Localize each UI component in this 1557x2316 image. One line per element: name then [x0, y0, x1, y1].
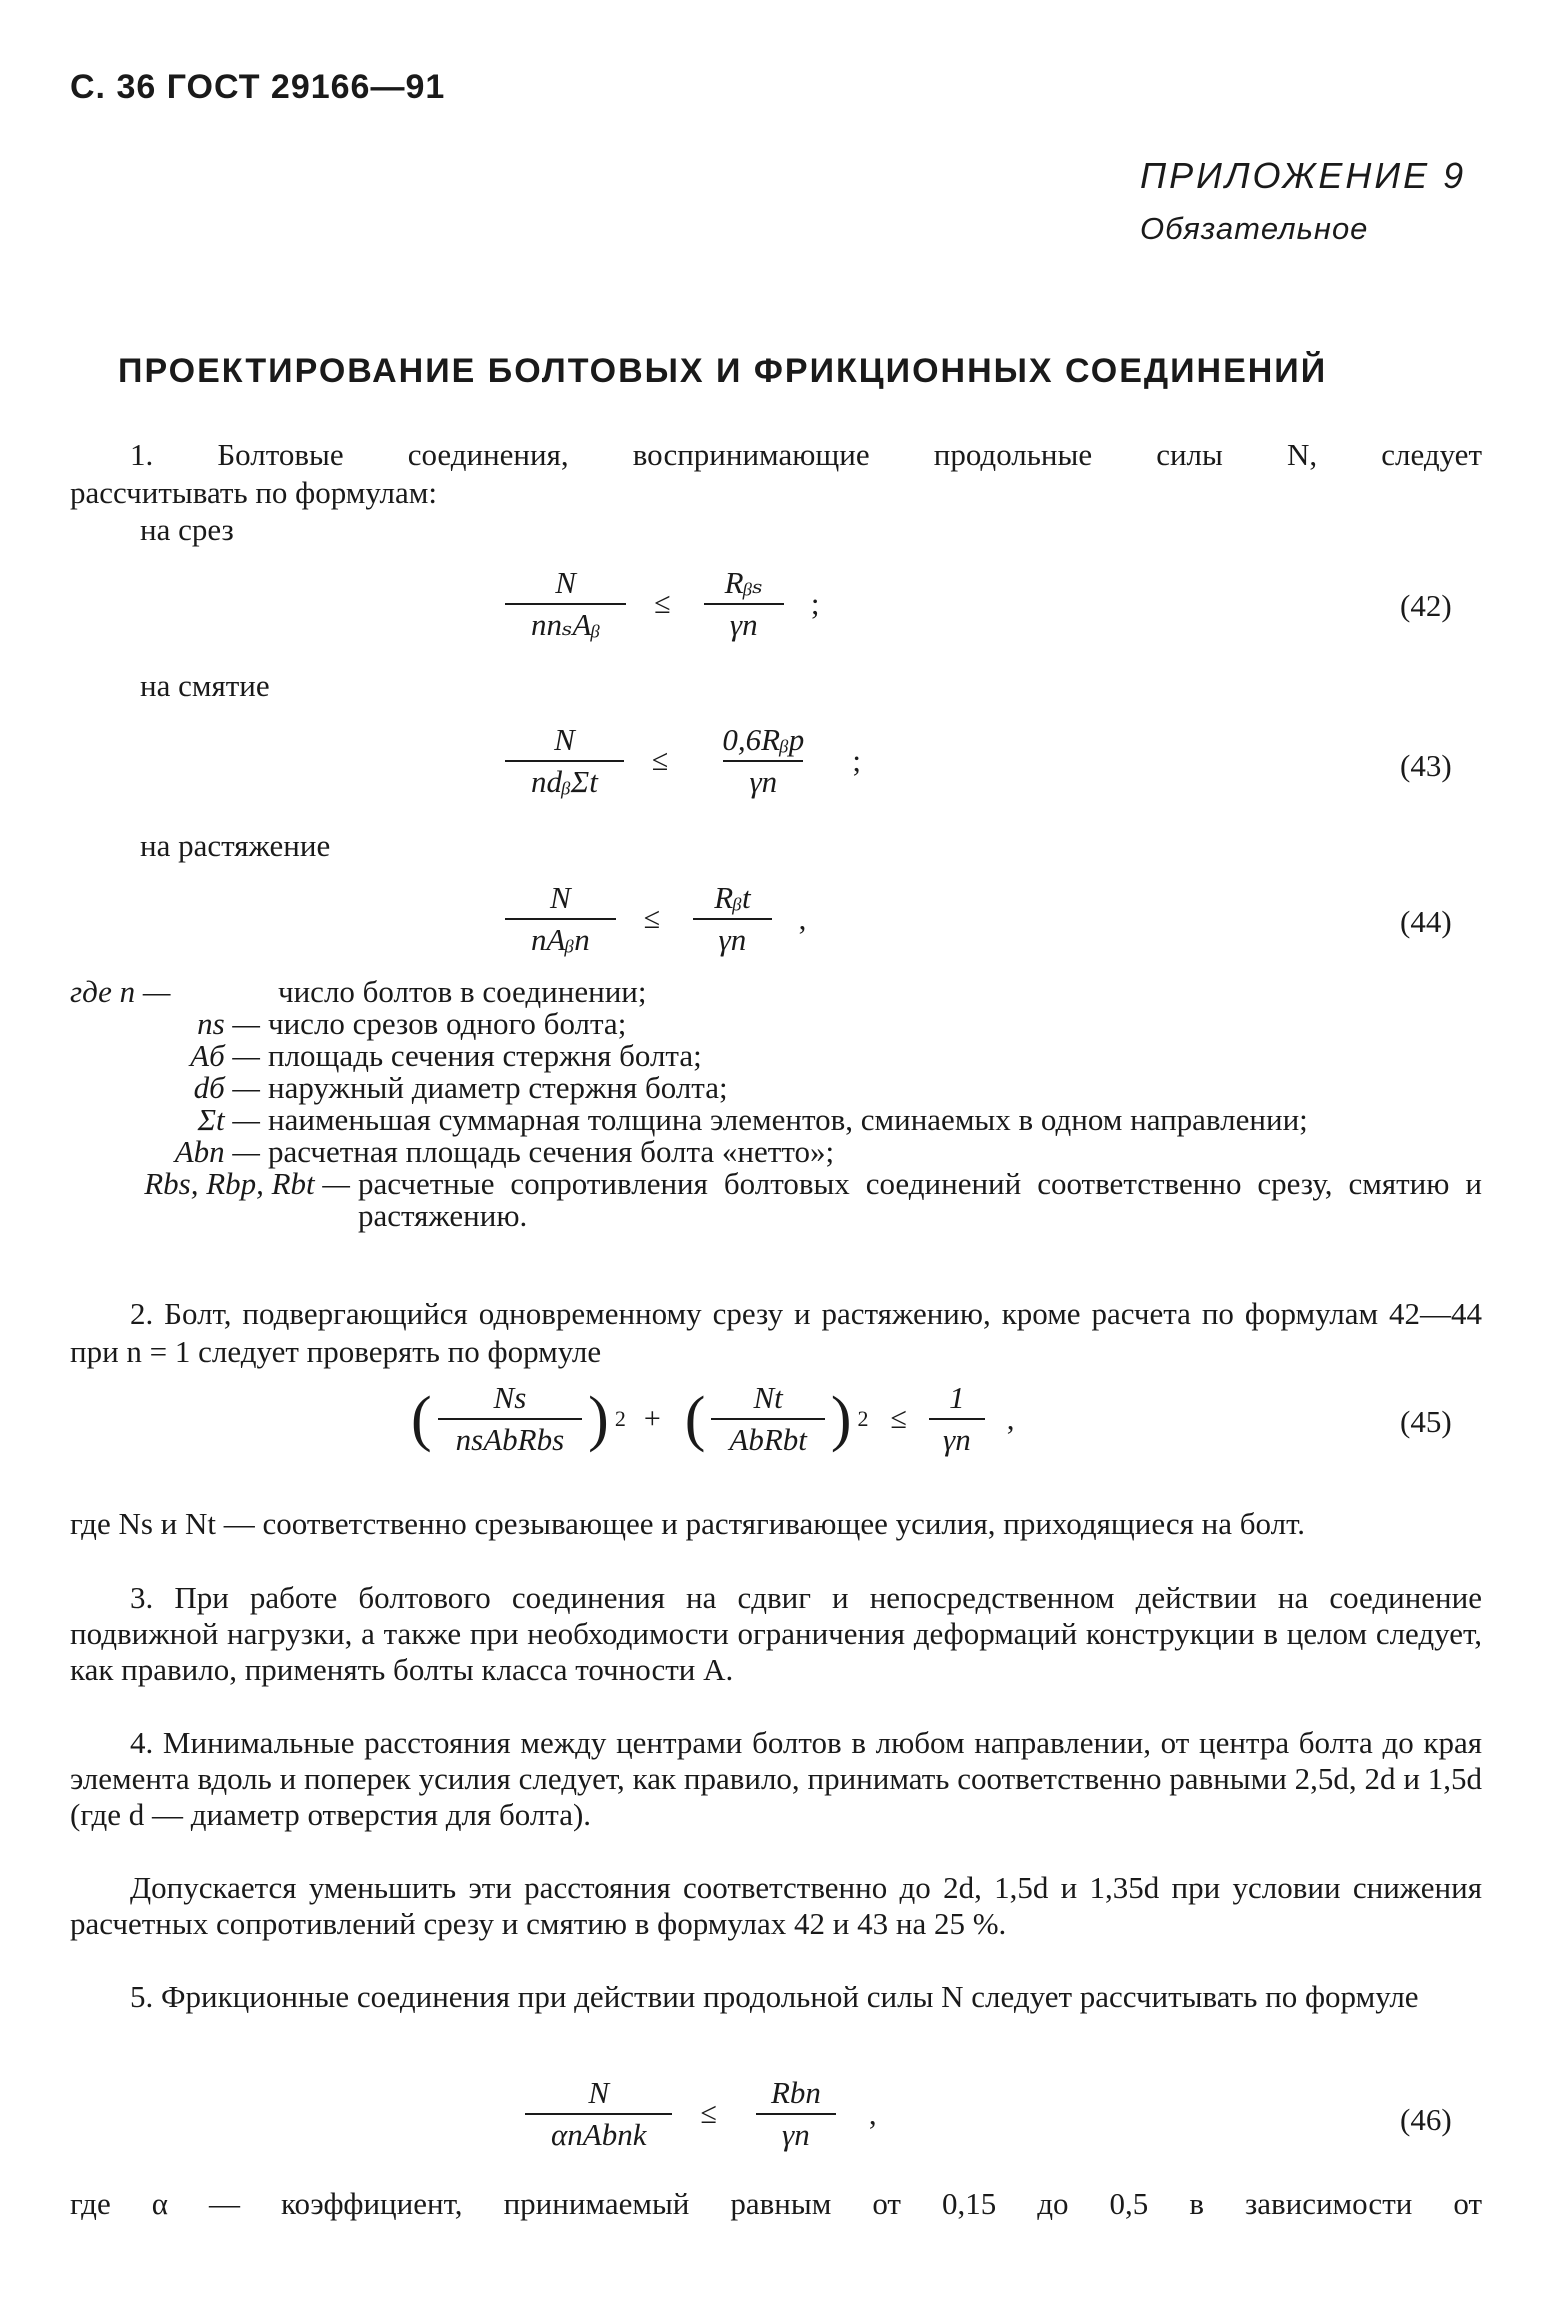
- equation-number-45: (45): [1400, 1404, 1452, 1439]
- definition-text: наименьшая суммарная толщина элементов, сминаемых в одном направлении;: [268, 1102, 1308, 1137]
- paragraph-2-where: где Ns и Nt — соответственно срезывающее и растягивающее усилия, приходящиеся на болт.: [70, 1506, 1306, 1541]
- definition-item: [70, 1104, 1482, 1136]
- page-header: С. 36 ГОСТ 29166—91: [70, 68, 446, 106]
- equation-number-46: (46): [1400, 2102, 1452, 2137]
- fraction-2: [711, 1380, 825, 1458]
- paragraph-1-cont: рассчитывать по формулам:: [70, 475, 438, 510]
- definition-text: число болтов в соединении;: [278, 974, 647, 1009]
- punctuation: ,: [1006, 1401, 1015, 1436]
- appendix-label: [1140, 155, 1466, 247]
- fraction-left: [505, 565, 626, 643]
- numerator: 1: [949, 1380, 965, 1415]
- fraction-left: [525, 2075, 672, 2153]
- fraction-left: [505, 880, 616, 958]
- fraction-left: [505, 722, 624, 800]
- paragraph-5: 5. Фрикционные соединения при действии продольной силы N следует рассчитывать по формуле: [130, 1979, 1419, 2014]
- equation-number-43: (43): [1400, 748, 1452, 783]
- paragraph-6: где α — коэффициент, принимаемый равным от 0,15 до 0,5 в зависимости от: [70, 2186, 1482, 2221]
- punctuation: ;: [852, 743, 861, 778]
- paragraph-4: 4. Минимальные расстояния между центрами болтов в любом направлении, от центра болта до края элемента вдоль и поперек усилия следует, как правило, принимать соответственно равными 2,5d, 2d и 1,5d (где d — диаметр отверстия для болта).: [70, 1725, 1482, 1832]
- exponent: 2: [614, 1406, 626, 1431]
- definition-item: [70, 1072, 1482, 1104]
- numerator: N: [554, 722, 575, 757]
- definition-item: [70, 1136, 1482, 1168]
- denominator: ndᵦΣt: [505, 760, 624, 800]
- formula-44: [505, 880, 806, 958]
- exponent: 2: [857, 1406, 869, 1431]
- definition-item: [70, 1040, 1482, 1072]
- relation: ≤: [651, 744, 669, 777]
- punctuation: ,: [868, 2096, 877, 2131]
- paragraph-4b: Допускается уменьшить эти расстояния соответственно до 2d, 1,5d и 1,35d при условии снижения расчетных сопротивлений срезу и смятию в формулах 42 и 43 на 25 %.: [70, 1870, 1482, 1941]
- definitions-list: [70, 976, 1482, 1232]
- paragraph-1: 1. Болтовые соединения, воспринимающие продольные силы N, следует: [130, 437, 1482, 472]
- definition-text: число срезов одного болта;: [268, 1006, 627, 1041]
- denominator: γn: [704, 603, 784, 643]
- denominator: αnAbnk: [525, 2113, 672, 2153]
- numerator: N: [588, 2075, 610, 2110]
- relation: ≤: [654, 587, 671, 620]
- denominator: γn: [723, 760, 803, 800]
- denominator: nAᵦn: [505, 918, 616, 958]
- numerator: Rᵦt: [714, 880, 751, 915]
- fraction-right: [745, 2075, 847, 2153]
- formula-45: [405, 1380, 1014, 1458]
- appendix-number: ПРИЛОЖЕНИЕ 9: [1140, 155, 1467, 196]
- appendix-status: Обязательное: [1140, 211, 1369, 246]
- label-tension: на растяжение: [140, 828, 331, 863]
- paragraph-3: 3. При работе болтового соединения на сдвиг и непосредственном действии на соединение подвижной нагрузки, а также при необходимости ограничения деформаций конструкции в целом следует, как правило, применять болты класса точности А.: [70, 1580, 1482, 1687]
- numerator: 0,6Rᵦp: [722, 722, 805, 757]
- plus-sign: +: [643, 1402, 661, 1435]
- paragraph-2: 2. Болт, подвергающийся одновременному срезу и растяжению, кроме расчета по формулам 42—44 при n = 1 следует проверять по формуле: [70, 1296, 1482, 1369]
- numerator: Nt: [753, 1380, 783, 1415]
- label-bearing: на смятие: [140, 668, 270, 703]
- denominator: γn: [693, 918, 773, 958]
- definition-symbol: Aб —: [190, 1038, 260, 1073]
- numerator: N: [550, 880, 571, 915]
- definition-symbol: Σt —: [197, 1102, 260, 1137]
- numerator: Rbn: [770, 2075, 821, 2110]
- section-title: ПРОЕКТИРОВАНИЕ БОЛТОВЫХ И ФРИКЦИОННЫХ СОЕДИНЕНИЙ: [118, 352, 1328, 390]
- equation-number-42: (42): [1400, 588, 1452, 623]
- definition-symbol: Abn —: [174, 1134, 260, 1169]
- definition-symbol: dб —: [193, 1070, 260, 1105]
- definition-text: площадь сечения стержня болта;: [268, 1038, 702, 1073]
- label-shear: на срез: [140, 512, 234, 547]
- denominator: nsAbRbs: [438, 1418, 583, 1458]
- numerator: N: [555, 565, 576, 600]
- denominator: nnₛAᵦ: [505, 603, 626, 643]
- numerator: Ns: [493, 1380, 527, 1415]
- paren-open: (: [684, 1385, 706, 1453]
- fraction-right: [688, 880, 776, 958]
- fraction-right: [929, 1380, 985, 1458]
- formula-46: [525, 2075, 877, 2153]
- definition-text: расчетные сопротивления болтовых соединений соответственно срезу, смятию и растяжению.: [358, 1166, 1482, 1233]
- fraction-right: [696, 722, 830, 800]
- relation: ≤: [700, 2097, 717, 2130]
- denominator: γn: [756, 2113, 836, 2153]
- relation: ≤: [890, 1402, 908, 1435]
- paren-close: ): [830, 1385, 852, 1453]
- denominator: AbRbt: [711, 1418, 825, 1458]
- definition-symbol: Rbs, Rbp, Rbt —: [144, 1166, 350, 1201]
- definition-text: расчетная площадь сечения болта «нетто»;: [268, 1134, 835, 1169]
- fraction-right: [699, 565, 789, 643]
- definition-item: [70, 976, 1482, 1008]
- paren-close: ): [588, 1385, 609, 1453]
- definition-symbol: где n —: [70, 974, 171, 1009]
- punctuation: ;: [810, 586, 820, 621]
- definition-item: [70, 1168, 1482, 1232]
- denominator: γn: [929, 1418, 985, 1458]
- paren-open: (: [411, 1385, 432, 1453]
- punctuation: ,: [798, 901, 807, 936]
- definition-symbol: ns —: [197, 1006, 260, 1041]
- equation-number-44: (44): [1400, 904, 1452, 939]
- numerator: Rᵦₛ: [724, 565, 763, 600]
- definition-item: [70, 1008, 1482, 1040]
- relation: ≤: [643, 902, 661, 935]
- definition-text: наружный диаметр стержня болта;: [268, 1070, 728, 1105]
- fraction-1: [438, 1380, 583, 1458]
- formula-43: [505, 722, 861, 800]
- formula-42: [505, 565, 820, 643]
